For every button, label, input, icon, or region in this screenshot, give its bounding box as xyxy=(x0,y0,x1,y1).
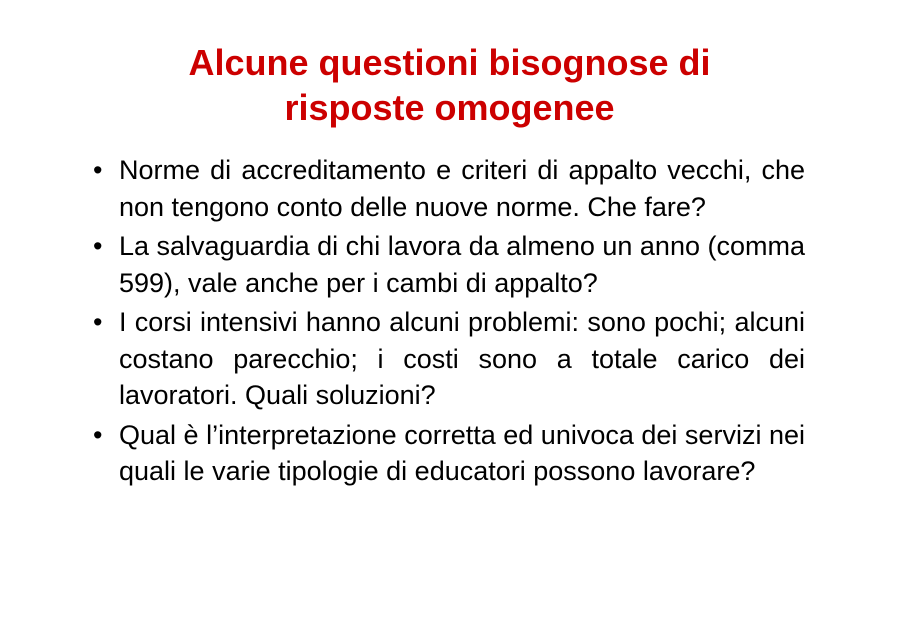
bullet-text-3: I corsi intensivi hanno alcuni problemi: sono pochi; alcuni costano parecchio; i costi sono a totale carico dei lavoratori. Quali soluzioni? xyxy=(119,307,805,410)
bullet-marker: • xyxy=(93,307,103,337)
bullet-text-4: Qual è l’interpretazione corretta ed univoca dei servizi nei quali le varie tipologie di educatori possono lavorare? xyxy=(119,419,805,486)
bullet-list xyxy=(93,152,805,493)
slide-title xyxy=(0,40,899,130)
bullet-marker: • xyxy=(93,155,103,185)
bullet-item-1 xyxy=(93,152,805,225)
bullet-text-1: Norme di accreditamento e criteri di appalto vecchi, che non tengono conto delle nuove norme. Che fare? xyxy=(119,155,805,222)
bullet-marker: • xyxy=(93,419,103,450)
bullet-item-2 xyxy=(93,228,805,301)
bullet-item-4 xyxy=(93,417,805,490)
slide-title-line-1: Alcune questioni bisognose di xyxy=(188,42,711,83)
bullet-marker: • xyxy=(93,231,103,261)
bullet-text-2: La salvaguardia di chi lavora da almeno un anno (comma 599), vale anche per i cambi di appalto? xyxy=(119,231,805,298)
slide-title-line-2: risposte omogenee xyxy=(284,87,615,128)
bullet-item-3 xyxy=(93,304,805,414)
